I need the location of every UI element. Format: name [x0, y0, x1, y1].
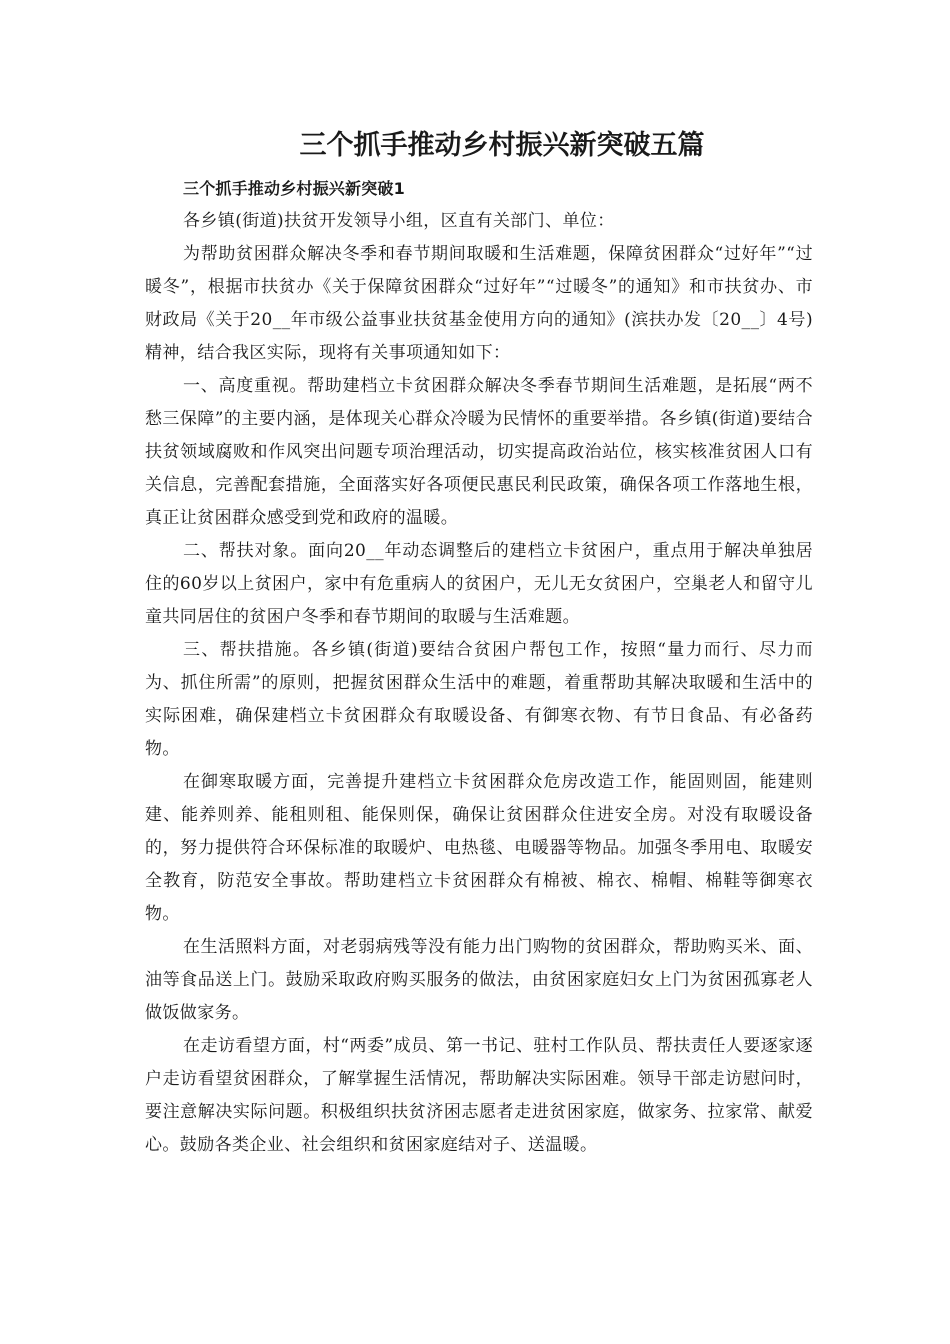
paragraph-section-1: 一、高度重视。帮助建档立卡贫困群众解决冬季春节期间生活难题，是拓展“两不愁三保障”的主要内涵，是体现关心群众冷暖为民情怀的重要举措。各乡镇(街道)要结合扶贫领域腐败和作风突出问题专项治理活动，切实提高政治站位，核实核准贫困人口有关信息，完善配套措施，全面落实好各项便民惠民利民政策，确保各项工作落地生根，真正让贫困群众感受到党和政府的温暖。 — [145, 376, 813, 528]
paragraph-intro: 为帮助贫困群众解决冬季和春节期间取暖和生活难题，保障贫困群众“过好年”“过暖冬”，根据市扶贫办《关于保障贫困群众“过好年”“过暖冬”的通知》和市扶贫办、市财政局《关于20__年市级公益事业扶贫基金使用方向的通知》(滨扶办发〔20__〕4号)精神，结合我区实际，现将有关事项通知如下： — [145, 244, 813, 363]
paragraph-living-care: 在生活照料方面，对老弱病残等没有能力出门购物的贫困群众，帮助购买米、面、油等食品送上门。鼓励采取政府购买服务的做法，由贫困家庭妇女上门为贫困孤寡老人做饭做家务。 — [145, 937, 813, 1023]
paragraph-section-2: 二、帮扶对象。面向20__年动态调整后的建档立卡贫困户，重点用于解决单独居住的60岁以上贫困户，家中有危重病人的贫困户，无儿无女贫困户，空巢老人和留守儿童共同居住的贫困户冬季和春节期间的取暖与生活难题。 — [145, 541, 813, 627]
paragraph-salutation: 各乡镇(街道)扶贫开发领导小组，区直有关部门、单位： — [183, 211, 615, 231]
paragraph-section-3: 三、帮扶措施。各乡镇(街道)要结合贫困户帮包工作，按照“量力而行、尽力而为、抓住所需”的原则，把握贫困群众生活中的难题，着重帮助其解决取暖和生活中的实际困难，确保建档立卡贫困群众有取暖设备、有御寒衣物、有节日食品、有必备药物。 — [145, 640, 813, 759]
document-body — [145, 172, 813, 1162]
paragraph-visiting: 在走访看望方面，村“两委”成员、第一书记、驻村工作队员、帮扶责任人要逐家逐户走访看望贫困群众，了解掌握生活情况，帮助解决实际困难。领导干部走访慰问时，要注意解决实际问题。积极组织扶贫济困志愿者走进贫困家庭，做家务、拉家常、献爱心。鼓励各类企业、社会组织和贫困家庭结对子、送温暖。 — [145, 1036, 813, 1155]
paragraph-heating: 在御寒取暖方面，完善提升建档立卡贫困群众危房改造工作，能固则固，能建则建、能养则养、能租则租、能保则保，确保让贫困群众住进安全房。对没有取暖设备的，努力提供符合环保标准的取暖炉、电热毯、电暖器等物品。加强冬季用电、取暖安全教育，防范安全事故。帮助建档立卡贫困群众有棉被、棉衣、棉帽、棉鞋等御寒衣物。 — [145, 772, 813, 924]
page-title: 三个抓手推动乡村振兴新突破五篇 — [299, 130, 705, 161]
section-subtitle: 三个抓手推动乡村振兴新突破1 — [183, 179, 405, 198]
